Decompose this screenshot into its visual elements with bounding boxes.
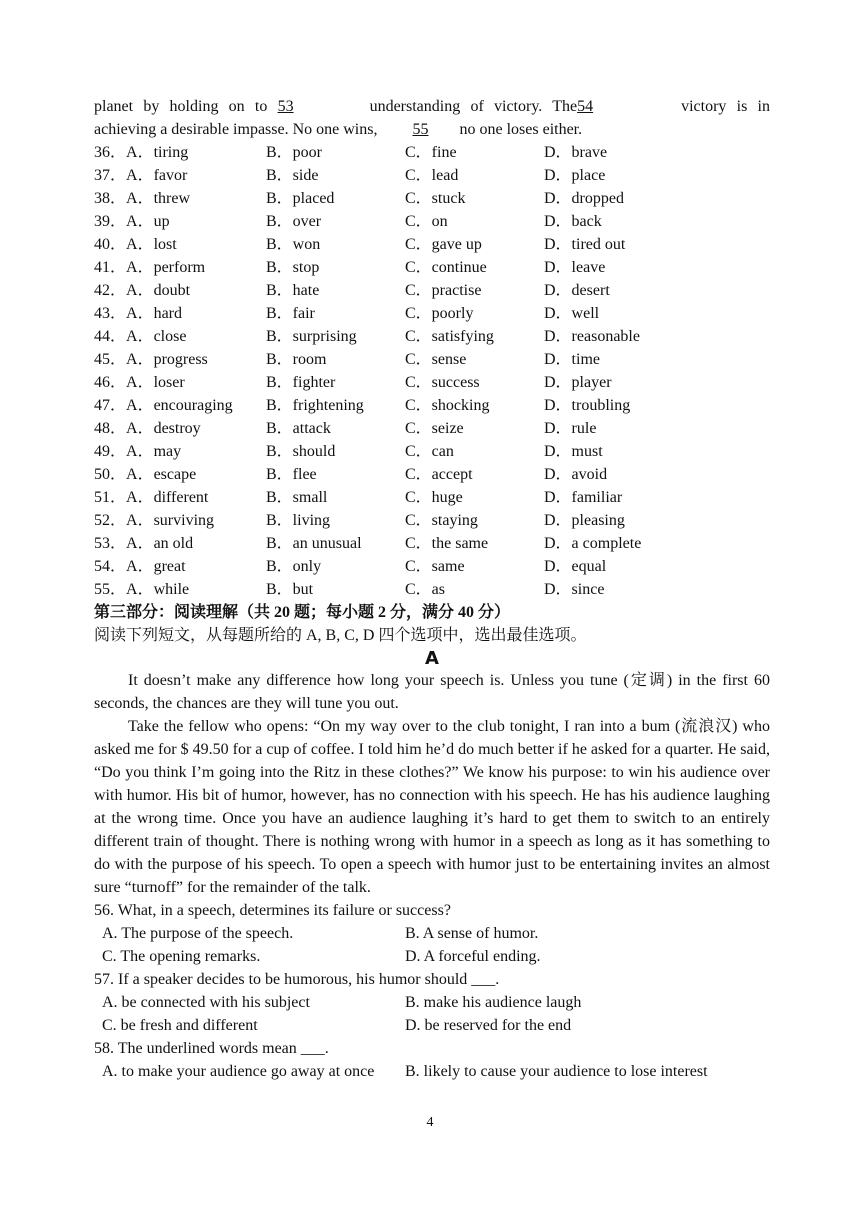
option-row (94, 509, 770, 532)
option-row (94, 233, 770, 256)
intro-text: no one loses either. (459, 121, 583, 138)
option-d (544, 486, 744, 509)
option-text: B．fighter (266, 374, 336, 391)
question-number: 52． (94, 512, 127, 529)
option-a (94, 348, 266, 371)
option-b (266, 141, 405, 164)
option-text: B．stop (266, 259, 320, 276)
intro-text: understanding of victory. The (369, 98, 578, 115)
option-d (544, 164, 744, 187)
option-a (94, 371, 266, 394)
option-text: C．can (405, 443, 454, 460)
passage-paragraph: It doesn’t make any difference how long your speech is. Unless you tune (定调) in the first 60 seconds, the chances are they will tune you out. (94, 672, 770, 712)
question-stem: 56. What, in a speech, determines its failure or success? (94, 902, 451, 919)
option-text: B．won (266, 236, 321, 253)
answer-choice: B. make his audience laugh (405, 994, 582, 1011)
option-text: C．as (405, 581, 446, 598)
option-c (405, 532, 544, 555)
option-text: B．placed (266, 190, 335, 207)
option-a (94, 555, 266, 578)
option-text: D．rule (544, 420, 597, 437)
option-text: B．hate (266, 282, 320, 299)
answer-choice: B. A sense of humor. (405, 925, 539, 942)
question-number: 37． (94, 167, 127, 184)
option-text: A．hard (126, 305, 183, 322)
answer-row (94, 922, 770, 945)
question-number: 50． (94, 466, 127, 483)
answer-choice: D. be reserved for the end (405, 1017, 572, 1034)
option-text: B．frightening (266, 397, 364, 414)
option-row (94, 164, 770, 187)
option-text: C．practise (405, 282, 482, 299)
section-title: 第三部分：阅读理解（共 20 题；每小题 2 分，满分 40 分） (94, 604, 511, 621)
option-text: D．dropped (544, 190, 624, 207)
option-b (266, 164, 405, 187)
option-text: C．accept (405, 466, 473, 483)
option-a (94, 325, 266, 348)
question-number: 49． (94, 443, 127, 460)
option-text: C．sense (405, 351, 467, 368)
option-row (94, 440, 770, 463)
option-a (94, 187, 266, 210)
option-a (94, 394, 266, 417)
option-text: C．poorly (405, 305, 474, 322)
option-d (544, 509, 744, 532)
option-row (94, 187, 770, 210)
passage-label: A (425, 648, 439, 669)
option-text: A．surviving (126, 512, 215, 529)
option-d (544, 210, 744, 233)
option-a (94, 256, 266, 279)
question-number: 41． (94, 259, 127, 276)
passage-paragraph: Take the fellow who opens: “On my way over to the club tonight, I ran into a bum (流浪汉) who asked me for $ 49.50 for a cup of coffee. I told him he’d do much better if he asked for a quarter. He said, “Do you think I’m going into the Ritz in these clothes?” We know his purpose: to win his audience over with humor. His bit of humor, however, has no connection with his speech. He has his audience laughing at the wrong time. Once you have an audience laughing it’s hard to get them to switch to an entirely different train of thought. There is nothing wrong with humor in a speech as long as it has something to do with the purpose of his speech. To open a speech with humor just to be entertaining invites an almost sure “turnoff” for the remainder of the talk. (94, 718, 770, 896)
option-text: D．place (544, 167, 606, 184)
option-text: C．continue (405, 259, 487, 276)
option-text: D．familiar (544, 489, 623, 506)
option-row (94, 532, 770, 555)
option-c (405, 578, 544, 601)
question-number: 45． (94, 351, 127, 368)
option-text: A．while (126, 581, 190, 598)
option-text: A．tiring (126, 144, 189, 161)
section-instruction: 阅读下列短文，从每题所给的 A, B, C, D 四个选项中，选出最佳选项。 (94, 627, 587, 644)
answer-choice: B. likely to cause your audience to lose interest (405, 1063, 708, 1080)
option-b (266, 394, 405, 417)
option-text: D．desert (544, 282, 610, 299)
option-text: C．seize (405, 420, 464, 437)
option-text: D．well (544, 305, 600, 322)
option-text: C．on (405, 213, 448, 230)
exam-page (94, 95, 770, 1083)
option-d (544, 440, 744, 463)
option-b (266, 417, 405, 440)
option-d (544, 394, 744, 417)
option-a (94, 463, 266, 486)
option-text: B．surprising (266, 328, 357, 345)
option-row (94, 210, 770, 233)
option-d (544, 555, 744, 578)
option-a (94, 233, 266, 256)
answer-choice: A. be connected with his subject (102, 994, 310, 1011)
option-c (405, 463, 544, 486)
blank-53: 53 (277, 98, 294, 115)
option-row (94, 141, 770, 164)
intro-line-1 (94, 95, 770, 118)
option-b (266, 210, 405, 233)
option-text: B．side (266, 167, 319, 184)
option-c (405, 325, 544, 348)
option-row (94, 348, 770, 371)
option-d (544, 325, 744, 348)
option-text: A．may (126, 443, 182, 460)
option-c (405, 394, 544, 417)
option-row (94, 578, 770, 601)
answer-choice: A. The purpose of the speech. (102, 925, 294, 942)
option-text: C．fine (405, 144, 457, 161)
option-c (405, 210, 544, 233)
option-text: B．over (266, 213, 322, 230)
option-text: C．shocking (405, 397, 490, 414)
option-d (544, 578, 744, 601)
option-b (266, 302, 405, 325)
option-row (94, 256, 770, 279)
option-text: A．favor (126, 167, 188, 184)
answer-row (94, 1014, 770, 1037)
option-d (544, 463, 744, 486)
option-text: C．gave up (405, 236, 482, 253)
option-a (94, 164, 266, 187)
option-text: A．an old (126, 535, 194, 552)
intro-text: achieving a desirable impasse. No one wins, (94, 121, 378, 138)
option-b (266, 348, 405, 371)
option-c (405, 279, 544, 302)
question-number: 54． (94, 558, 127, 575)
option-b (266, 233, 405, 256)
option-text: D．reasonable (544, 328, 640, 345)
option-b (266, 532, 405, 555)
answer-choice: A. to make your audience go away at once (102, 1063, 375, 1080)
option-b (266, 279, 405, 302)
option-text: A．lost (126, 236, 177, 253)
option-text: B．attack (266, 420, 331, 437)
option-text: A．close (126, 328, 187, 345)
option-text: D．troubling (544, 397, 631, 414)
option-b (266, 325, 405, 348)
option-c (405, 233, 544, 256)
option-c (405, 302, 544, 325)
option-text: C．lead (405, 167, 459, 184)
option-a (94, 509, 266, 532)
option-d (544, 141, 744, 164)
option-b (266, 486, 405, 509)
option-row (94, 555, 770, 578)
option-d (544, 233, 744, 256)
option-text: B．but (266, 581, 314, 598)
option-b (266, 463, 405, 486)
option-text: D．pleasing (544, 512, 625, 529)
option-text: B．only (266, 558, 322, 575)
option-text: B．small (266, 489, 328, 506)
question-number: 47． (94, 397, 127, 414)
option-text: D．equal (544, 558, 607, 575)
option-d (544, 256, 744, 279)
option-text: A．encouraging (126, 397, 233, 414)
option-c (405, 555, 544, 578)
option-b (266, 371, 405, 394)
question-number: 36． (94, 144, 127, 161)
option-text: C．huge (405, 489, 463, 506)
option-text: C．satisfying (405, 328, 494, 345)
option-text: A．perform (126, 259, 206, 276)
option-text: B．fair (266, 305, 315, 322)
question-number: 38． (94, 190, 127, 207)
option-text: A．great (126, 558, 186, 575)
option-text: A．up (126, 213, 170, 230)
option-b (266, 256, 405, 279)
option-a (94, 279, 266, 302)
option-c (405, 187, 544, 210)
option-a (94, 141, 266, 164)
option-b (266, 187, 405, 210)
option-b (266, 509, 405, 532)
option-row (94, 302, 770, 325)
answer-row (94, 991, 770, 1014)
option-c (405, 348, 544, 371)
question-number: 44． (94, 328, 127, 345)
option-text: A．threw (126, 190, 191, 207)
intro-text: victory is in (681, 98, 771, 115)
option-text: A．loser (126, 374, 185, 391)
question-number: 55． (94, 581, 127, 598)
option-d (544, 302, 744, 325)
option-a (94, 210, 266, 233)
option-text: D．back (544, 213, 602, 230)
option-text: C．stuck (405, 190, 466, 207)
option-d (544, 348, 744, 371)
option-text: A．destroy (126, 420, 201, 437)
blank-54: 54 (577, 98, 594, 115)
option-d (544, 417, 744, 440)
page-number: 4 (426, 1115, 434, 1130)
option-d (544, 187, 744, 210)
option-text: D．tired out (544, 236, 626, 253)
option-text: D．time (544, 351, 600, 368)
intro-text: planet by holding on to (94, 98, 268, 115)
option-row (94, 325, 770, 348)
option-d (544, 371, 744, 394)
question-number: 42． (94, 282, 127, 299)
question-stem: 58. The underlined words mean ___. (94, 1040, 329, 1057)
option-c (405, 141, 544, 164)
option-c (405, 371, 544, 394)
option-text: A．escape (126, 466, 197, 483)
option-row (94, 371, 770, 394)
option-a (94, 578, 266, 601)
cloze-options (94, 141, 770, 601)
option-a (94, 532, 266, 555)
question-number: 46． (94, 374, 127, 391)
question-number: 53． (94, 535, 127, 552)
option-text: D．must (544, 443, 603, 460)
option-text: B．poor (266, 144, 323, 161)
option-text: B．an unusual (266, 535, 362, 552)
question-number: 39． (94, 213, 127, 230)
option-text: B．flee (266, 466, 317, 483)
blank-55: 55 (412, 121, 429, 138)
option-b (266, 440, 405, 463)
option-row (94, 486, 770, 509)
option-c (405, 256, 544, 279)
option-c (405, 164, 544, 187)
option-a (94, 440, 266, 463)
option-c (405, 440, 544, 463)
option-d (544, 279, 744, 302)
option-c (405, 509, 544, 532)
option-c (405, 417, 544, 440)
option-text: A．progress (126, 351, 208, 368)
option-text: C．staying (405, 512, 478, 529)
option-text: D．a complete (544, 535, 642, 552)
option-text: A．different (126, 489, 209, 506)
answer-choice: C. be fresh and different (102, 1017, 258, 1034)
option-text: A．doubt (126, 282, 191, 299)
option-row (94, 417, 770, 440)
option-text: C．same (405, 558, 465, 575)
question-number: 51． (94, 489, 127, 506)
answer-row (94, 945, 770, 968)
option-text: B．should (266, 443, 336, 460)
option-row (94, 394, 770, 417)
option-a (94, 486, 266, 509)
option-b (266, 578, 405, 601)
question-number: 43． (94, 305, 127, 322)
option-text: D．player (544, 374, 612, 391)
option-text: D．brave (544, 144, 608, 161)
answer-row (94, 1060, 770, 1083)
option-d (544, 532, 744, 555)
option-a (94, 302, 266, 325)
option-text: D．leave (544, 259, 606, 276)
option-a (94, 417, 266, 440)
option-text: C．success (405, 374, 480, 391)
question-number: 40． (94, 236, 127, 253)
option-b (266, 555, 405, 578)
option-text: C．the same (405, 535, 489, 552)
question-stem: 57. If a speaker decides to be humorous, his humor should ___. (94, 971, 500, 988)
option-row (94, 279, 770, 302)
question-number: 48． (94, 420, 127, 437)
option-text: B．living (266, 512, 331, 529)
questions (94, 899, 770, 1083)
option-c (405, 486, 544, 509)
option-row (94, 463, 770, 486)
option-text: D．avoid (544, 466, 608, 483)
option-text: D．since (544, 581, 605, 598)
answer-choice: C. The opening remarks. (102, 948, 261, 965)
answer-choice: D. A forceful ending. (405, 948, 541, 965)
option-text: B．room (266, 351, 327, 368)
intro-line-2 (94, 118, 770, 141)
